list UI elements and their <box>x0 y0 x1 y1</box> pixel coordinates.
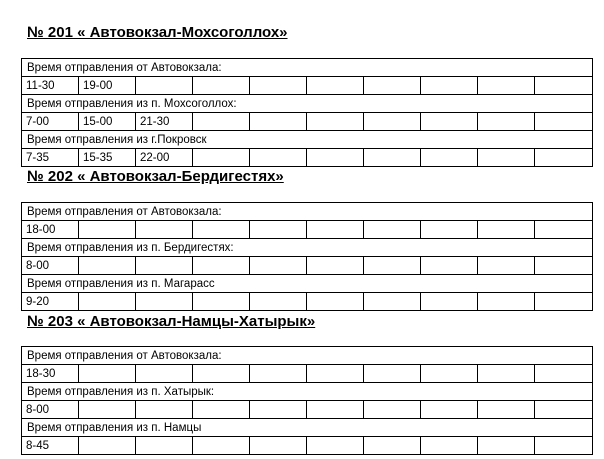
time-cell <box>79 257 136 275</box>
section-label: Время отправления от Автовокзала: <box>22 59 593 77</box>
time-cell <box>193 437 250 455</box>
time-cell <box>250 113 307 131</box>
time-cell <box>535 77 593 95</box>
time-cell <box>478 365 535 383</box>
time-cell <box>364 437 421 455</box>
time-cell: 15-35 <box>79 149 136 167</box>
time-cell: 8-00 <box>22 401 79 419</box>
time-cell: 18-30 <box>22 365 79 383</box>
time-cell <box>250 257 307 275</box>
section-header-row <box>22 59 593 77</box>
time-cell <box>307 365 364 383</box>
time-cell <box>478 149 535 167</box>
time-cell <box>478 113 535 131</box>
section-label: Время отправления из п. Магарасс <box>22 275 593 293</box>
time-cell <box>478 77 535 95</box>
time-cell <box>307 437 364 455</box>
route-203-table <box>21 346 593 455</box>
section-header-row <box>22 95 593 113</box>
times-row <box>22 149 593 167</box>
time-cell <box>421 113 478 131</box>
time-cell <box>307 113 364 131</box>
time-cell <box>250 401 307 419</box>
time-cell <box>136 401 193 419</box>
time-cell <box>421 293 478 311</box>
time-cell <box>136 437 193 455</box>
section-label: Время отправления из г.Покровск <box>22 131 593 149</box>
time-cell <box>364 401 421 419</box>
time-cell <box>307 401 364 419</box>
section-header-row <box>22 275 593 293</box>
time-cell <box>421 221 478 239</box>
time-cell <box>478 257 535 275</box>
time-cell <box>478 221 535 239</box>
time-cell: 21-30 <box>136 113 193 131</box>
time-cell <box>79 293 136 311</box>
route-203-title: № 203 « Автовокзал-Намцы-Хатырык» <box>27 313 316 330</box>
section-header-row <box>22 383 593 401</box>
section-header-row <box>22 419 593 437</box>
time-cell <box>307 293 364 311</box>
time-cell <box>535 293 593 311</box>
time-cell <box>364 149 421 167</box>
time-cell <box>535 257 593 275</box>
time-cell <box>193 401 250 419</box>
time-cell <box>79 221 136 239</box>
time-cell <box>136 293 193 311</box>
time-cell <box>478 401 535 419</box>
section-label: Время отправления от Автовокзала: <box>22 203 593 221</box>
time-cell: 8-00 <box>22 257 79 275</box>
time-cell <box>421 77 478 95</box>
section-header-row <box>22 347 593 365</box>
time-cell <box>535 401 593 419</box>
time-cell <box>421 437 478 455</box>
time-cell <box>535 437 593 455</box>
time-cell <box>250 77 307 95</box>
time-cell <box>478 437 535 455</box>
times-row <box>22 437 593 455</box>
times-row <box>22 293 593 311</box>
section-header-row <box>22 203 593 221</box>
time-cell <box>250 365 307 383</box>
time-cell <box>193 365 250 383</box>
time-cell <box>193 221 250 239</box>
times-row <box>22 401 593 419</box>
time-cell <box>364 365 421 383</box>
time-cell <box>478 293 535 311</box>
time-cell <box>79 365 136 383</box>
section-label: Время отправления из п. Бердигестях: <box>22 239 593 257</box>
time-cell <box>136 221 193 239</box>
times-row <box>22 77 593 95</box>
time-cell <box>364 77 421 95</box>
times-row <box>22 221 593 239</box>
section-label: Время отправления из п. Хатырык: <box>22 383 593 401</box>
time-cell <box>364 221 421 239</box>
time-cell <box>421 257 478 275</box>
time-cell <box>193 113 250 131</box>
time-cell <box>250 437 307 455</box>
time-cell <box>535 365 593 383</box>
time-cell <box>193 149 250 167</box>
time-cell <box>421 149 478 167</box>
time-cell: 15-00 <box>79 113 136 131</box>
section-header-row <box>22 131 593 149</box>
time-cell <box>193 257 250 275</box>
section-label: Время отправления из п. Мохсоголлох: <box>22 95 593 113</box>
time-cell <box>250 293 307 311</box>
time-cell: 9-20 <box>22 293 79 311</box>
time-cell <box>307 221 364 239</box>
time-cell <box>364 293 421 311</box>
time-cell: 8-45 <box>22 437 79 455</box>
time-cell: 7-35 <box>22 149 79 167</box>
time-cell <box>535 221 593 239</box>
time-cell <box>79 401 136 419</box>
route-202-title: № 202 « Автовокзал-Бердигестях» <box>27 168 284 185</box>
time-cell <box>250 149 307 167</box>
time-cell <box>250 221 307 239</box>
time-cell <box>136 77 193 95</box>
time-cell <box>193 77 250 95</box>
section-label: Время отправления из п. Намцы <box>22 419 593 437</box>
time-cell: 19-00 <box>79 77 136 95</box>
time-cell <box>421 401 478 419</box>
section-header-row <box>22 239 593 257</box>
time-cell <box>136 257 193 275</box>
route-202-table <box>21 202 593 311</box>
time-cell <box>535 149 593 167</box>
times-row <box>22 365 593 383</box>
time-cell <box>79 437 136 455</box>
times-row <box>22 257 593 275</box>
time-cell <box>136 365 193 383</box>
time-cell <box>307 77 364 95</box>
time-cell <box>364 257 421 275</box>
time-cell <box>193 293 250 311</box>
time-cell: 11-30 <box>22 77 79 95</box>
time-cell <box>364 113 421 131</box>
times-row <box>22 113 593 131</box>
route-201-table <box>21 58 593 167</box>
route-201-title: № 201 « Автовокзал-Мохсоголлох» <box>27 24 288 41</box>
section-label: Время отправления от Автовокзала: <box>22 347 593 365</box>
time-cell <box>307 257 364 275</box>
time-cell: 22-00 <box>136 149 193 167</box>
time-cell <box>307 149 364 167</box>
time-cell: 7-00 <box>22 113 79 131</box>
time-cell <box>535 113 593 131</box>
time-cell <box>421 365 478 383</box>
time-cell: 18-00 <box>22 221 79 239</box>
